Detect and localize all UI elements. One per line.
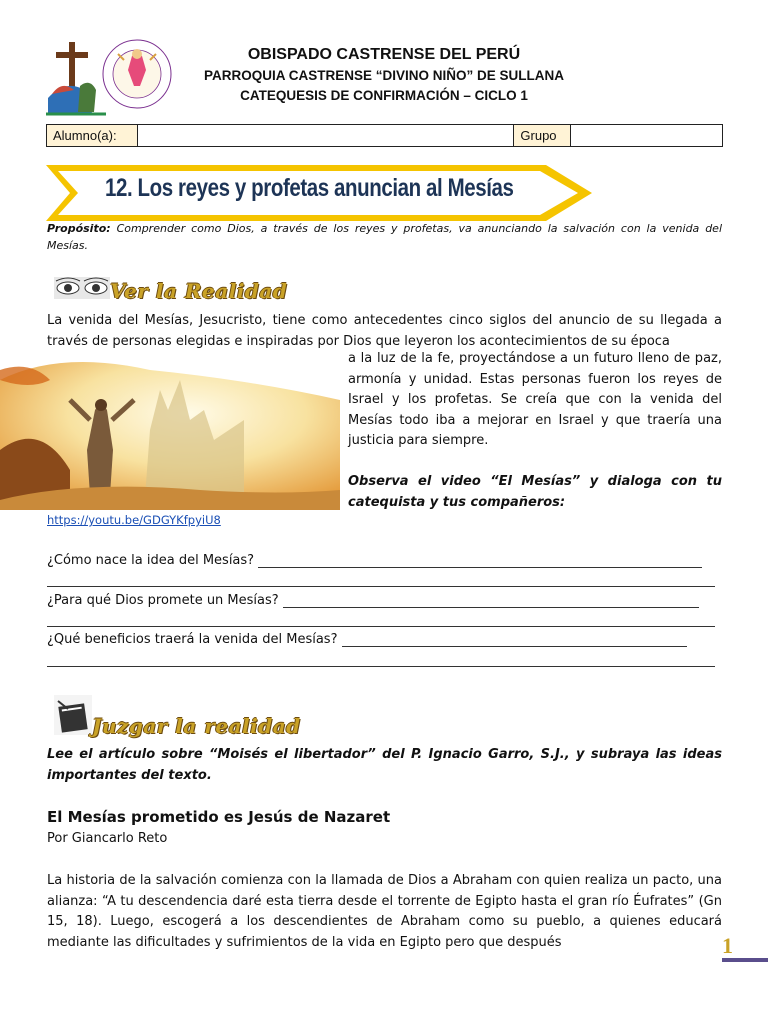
eyes-icon <box>54 277 110 299</box>
group-label: Grupo <box>514 125 571 146</box>
question-1 <box>47 553 722 568</box>
article-author: Por Giancarlo Reto <box>47 831 168 846</box>
question-1-text: ¿Cómo nace la idea del Mesías? <box>47 553 255 568</box>
answer-3-line[interactable] <box>342 646 687 647</box>
question-3-text: ¿Qué beneficios traerá la venida del Mesías? <box>47 632 338 647</box>
purpose-text: Comprender como Dios, a través de los reyes y profetas, va anunciando la salvación con la venida del Mesías. <box>47 222 722 252</box>
article-body: La historia de la salvación comienza con la llamada de Dios a Abraham con quien realiza un pacto, una alianza: “A tu descendencia daré esta tierra desde el torrente de Egipto hasta el gran río Éufrates” (Gn 15, 18). Luego, escogerá a los descendientes de Abraham como su pueblo, a quienes educará mediante las dificultades y sufrimientos de la vida en Egipto pero que después <box>47 873 722 950</box>
video-instruction: Observa el video “El Mesías” y dialoga con tu catequista y tus compañeros: <box>348 474 722 510</box>
article-title: El Mesías prometido es Jesús de Nazaret <box>47 808 391 826</box>
lesson-title: 12. Los reyes y profetas anuncian al Mesías <box>105 174 514 202</box>
student-label: Alumno(a): <box>47 125 138 146</box>
answer-1-extra-line[interactable] <box>47 586 715 587</box>
page-bar <box>722 958 768 962</box>
see-reality-intro: La venida del Mesías, Jesucristo, tiene como antecedentes cinco siglos del anuncio de su llegada a través de personas elegidas e inspiradas por Dios que leyeron los acontecimientos de su época <box>47 313 722 349</box>
answer-3-extra-line[interactable] <box>47 666 715 667</box>
question-2-text: ¿Para qué Dios promete un Mesías? <box>47 593 279 608</box>
student-name-field[interactable] <box>138 125 515 146</box>
answer-2-line[interactable] <box>283 607 699 608</box>
header-title: OBISPADO CASTRENSE DEL PERÚ <box>247 46 521 63</box>
purpose-label: Propósito: <box>47 222 111 235</box>
question-3 <box>47 632 722 647</box>
header-subtitle: CATEQUESIS DE CONFIRMACIÓN – CICLO 1 <box>240 88 528 103</box>
group-field[interactable] <box>571 125 722 146</box>
question-2 <box>47 593 722 608</box>
see-reality-wrapped: a la luz de la fe, proyectándose a un futuro lleno de paz, armonía y unidad. Estas personas fueron los reyes de Israel y los profetas. Se creía que con la venida del Mesías todo iba a mejorar en Israel y que traería una justicia para siempre. <box>348 351 722 448</box>
header-parish: PARROQUIA CASTRENSE “DIVINO NIÑO” DE SULLANA <box>203 68 565 83</box>
answer-2-extra-line[interactable] <box>47 626 715 627</box>
video-link[interactable]: https://youtu.be/GDGYKfpyiU8 <box>47 513 221 527</box>
sunrise-illustration <box>0 350 340 510</box>
answer-1-line[interactable] <box>258 567 702 568</box>
student-info-table <box>46 124 723 147</box>
judge-instruction: Lee el artículo sobre “Moisés el libertador” del P. Ignacio Garro, S.J., y subraya las ideas importantes del texto. <box>47 747 722 783</box>
book-icon <box>54 695 92 735</box>
judge-reality-title: Juzgar la realidad <box>92 714 301 738</box>
page-number: 1 <box>722 933 733 958</box>
purpose <box>47 220 722 254</box>
see-reality-title: Ver la Realidad <box>110 279 288 303</box>
